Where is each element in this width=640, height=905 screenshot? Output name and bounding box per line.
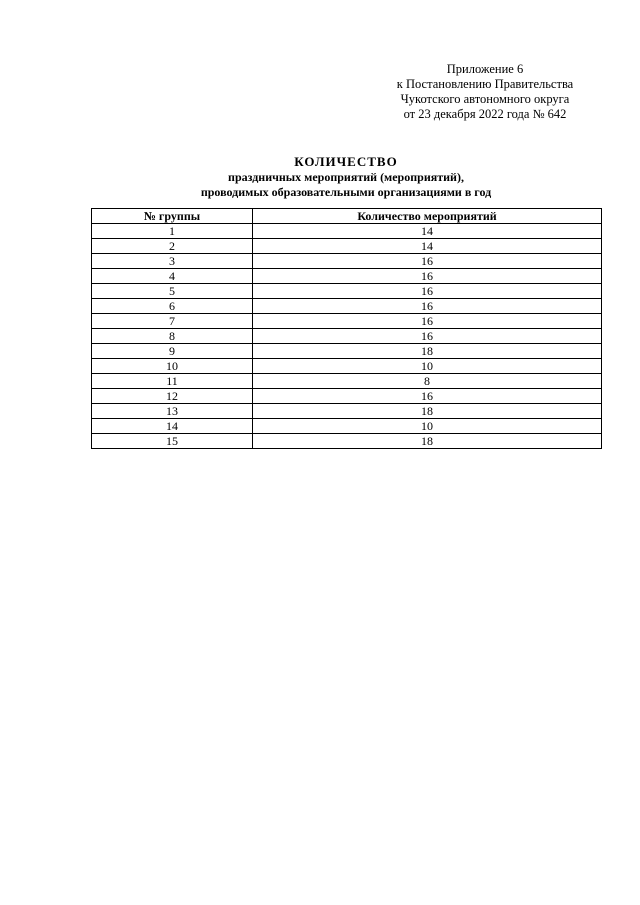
cell-events-count: 16 — [253, 254, 602, 269]
cell-events-count: 16 — [253, 314, 602, 329]
appendix-line-2: к Постановлению Правительства — [396, 77, 574, 91]
cell-events-count: 10 — [253, 419, 602, 434]
cell-group-number: 15 — [92, 434, 253, 449]
header-events-count: Количество мероприятий — [253, 209, 602, 224]
cell-events-count: 14 — [253, 239, 602, 254]
table-row — [92, 344, 602, 359]
header-group-number: № группы — [92, 209, 253, 224]
cell-events-count: 18 — [253, 434, 602, 449]
cell-group-number: 1 — [92, 224, 253, 239]
cell-group-number: 10 — [92, 359, 253, 374]
cell-events-count: 16 — [253, 389, 602, 404]
table-row — [92, 314, 602, 329]
title-subtitle-2: проводимых образовательными организациями в год — [200, 185, 492, 199]
cell-group-number: 8 — [92, 329, 253, 344]
cell-events-count: 8 — [253, 374, 602, 389]
cell-group-number: 9 — [92, 344, 253, 359]
events-table — [91, 208, 602, 449]
cell-events-count: 16 — [253, 269, 602, 284]
table-row — [92, 329, 602, 344]
cell-events-count: 16 — [253, 284, 602, 299]
appendix-header — [380, 62, 590, 122]
cell-group-number: 14 — [92, 419, 253, 434]
title-main: КОЛИЧЕСТВО — [294, 154, 398, 169]
table-row — [92, 239, 602, 254]
cell-events-count: 16 — [253, 329, 602, 344]
cell-group-number: 3 — [92, 254, 253, 269]
cell-group-number: 5 — [92, 284, 253, 299]
table-header-row — [92, 209, 602, 224]
cell-events-count: 18 — [253, 344, 602, 359]
table-row — [92, 374, 602, 389]
table-row — [92, 224, 602, 239]
table-row — [92, 419, 602, 434]
table-row — [92, 404, 602, 419]
cell-events-count: 10 — [253, 359, 602, 374]
cell-group-number: 2 — [92, 239, 253, 254]
cell-group-number: 7 — [92, 314, 253, 329]
cell-group-number: 6 — [92, 299, 253, 314]
table-row — [92, 254, 602, 269]
title-subtitle-1: праздничных мероприятий (мероприятий), — [228, 170, 464, 184]
table-row — [92, 389, 602, 404]
table-row — [92, 269, 602, 284]
cell-group-number: 4 — [92, 269, 253, 284]
appendix-line-3: Чукотского автономного округа — [400, 92, 570, 106]
appendix-line-1: Приложение 6 — [446, 62, 524, 76]
appendix-line-4: от 23 декабря 2022 года № 642 — [403, 107, 567, 121]
table-row — [92, 434, 602, 449]
table-row — [92, 299, 602, 314]
table-row — [92, 359, 602, 374]
cell-events-count: 14 — [253, 224, 602, 239]
cell-group-number: 13 — [92, 404, 253, 419]
cell-events-count: 16 — [253, 299, 602, 314]
document-title — [90, 154, 602, 200]
table-body — [92, 224, 602, 449]
cell-group-number: 11 — [92, 374, 253, 389]
cell-events-count: 18 — [253, 404, 602, 419]
table-row — [92, 284, 602, 299]
cell-group-number: 12 — [92, 389, 253, 404]
